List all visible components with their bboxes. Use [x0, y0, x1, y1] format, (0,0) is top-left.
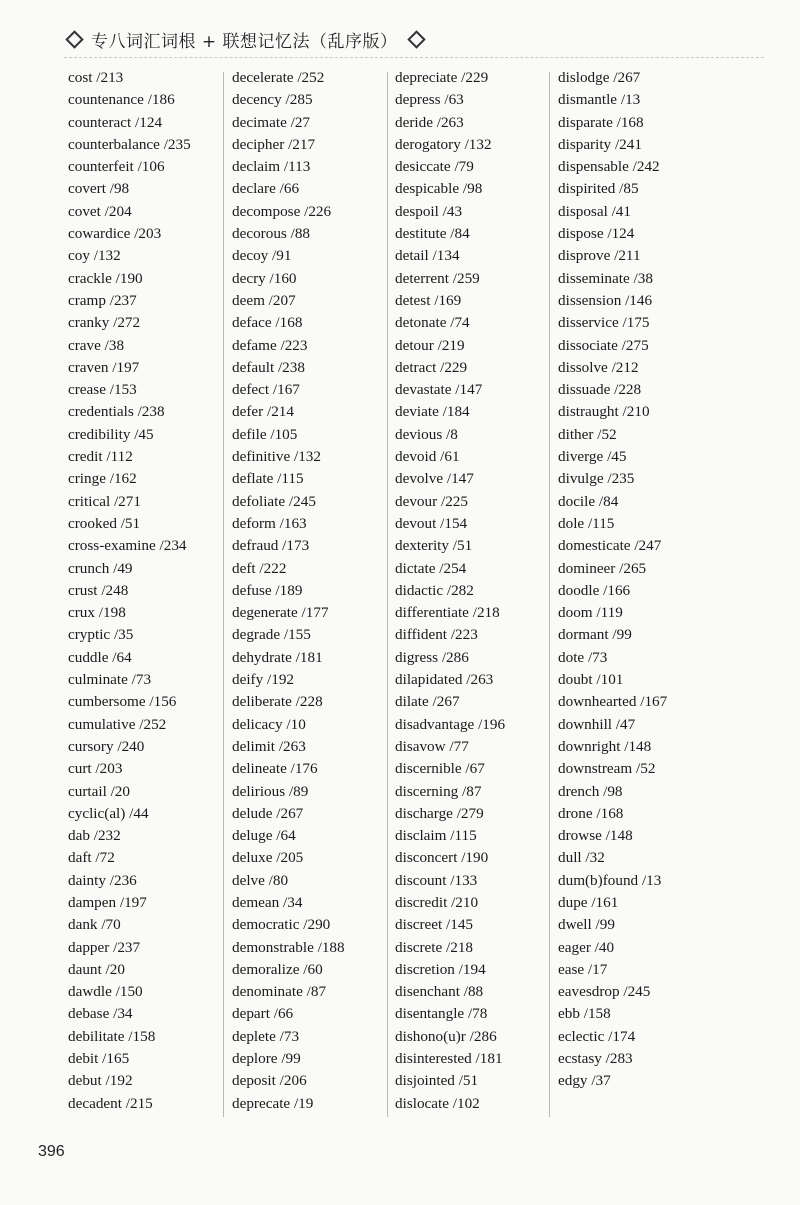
word-entry: edgy /37 — [558, 1072, 611, 1090]
word-entry: deviate /184 — [395, 403, 470, 421]
word-entry: dote /73 — [558, 648, 608, 666]
word-entry: defuse /189 — [232, 581, 303, 599]
page-header — [64, 22, 754, 56]
word-entry: disadvantage /196 — [395, 715, 506, 733]
word-entry: cramp /237 — [68, 291, 137, 309]
word-entry: dum(b)found /13 — [558, 871, 662, 889]
word-entry: credentials /238 — [68, 403, 165, 421]
word-entry: depreciate /229 — [395, 69, 489, 86]
word-entry: delicacy /10 — [232, 715, 306, 733]
word-entry: eavesdrop /245 — [558, 983, 651, 1001]
word-entry: detail /134 — [395, 247, 460, 265]
word-entry: dole /115 — [558, 514, 615, 532]
word-entry: denominate /87 — [232, 983, 327, 1001]
word-entry: decorous /88 — [232, 225, 311, 243]
word-entry: disconcert /190 — [395, 849, 489, 867]
word-entry: devour /225 — [395, 492, 468, 510]
word-entry: cryptic /35 — [68, 626, 134, 644]
word-entry: divulge /235 — [558, 470, 635, 488]
word-entry: covet /204 — [68, 202, 132, 220]
word-entry: demean /34 — [232, 893, 303, 911]
word-entry: deform /163 — [232, 514, 307, 532]
word-entry: culminate /73 — [68, 671, 152, 689]
word-entry: ease /17 — [558, 960, 608, 978]
word-entry: disinterested /181 — [395, 1050, 503, 1068]
word-entry: curt /203 — [68, 760, 123, 778]
word-entry: crave /38 — [68, 336, 125, 354]
word-entry: despoil /43 — [395, 202, 463, 220]
word-column-3 — [395, 67, 553, 1115]
word-entry: daunt /20 — [68, 960, 125, 978]
word-entry: diverge /45 — [558, 448, 627, 466]
word-entry: detour /219 — [395, 336, 465, 354]
word-entry: dishono(u)r /286 — [395, 1027, 497, 1045]
header-divider — [64, 57, 764, 58]
word-entry: drench /98 — [558, 782, 623, 800]
word-entry: discrete /218 — [395, 938, 474, 956]
word-entry: devoid /61 — [395, 448, 460, 466]
word-entry: delve /80 — [232, 871, 289, 889]
word-entry: decry /160 — [232, 269, 297, 287]
word-entry: dilapidated /263 — [395, 671, 494, 689]
word-entry: devious /8 — [395, 425, 458, 443]
word-entry: didactic /282 — [395, 581, 474, 599]
word-entry: dehydrate /181 — [232, 648, 323, 666]
word-entry: dissolve /212 — [558, 358, 639, 376]
word-entry: destitute /84 — [395, 225, 470, 243]
word-entry: decoy /91 — [232, 247, 292, 265]
word-entry: dwell /99 — [558, 916, 615, 934]
word-entry: dexterity /51 — [395, 537, 473, 555]
word-entry: dupe /161 — [558, 893, 619, 911]
word-entry: downhill /47 — [558, 715, 636, 733]
word-entry: discerning /87 — [395, 782, 482, 800]
word-entry: declaim /113 — [232, 158, 311, 176]
word-entry: countenance /186 — [68, 91, 175, 109]
diamond-icon — [407, 30, 425, 48]
word-entry: disavow /77 — [395, 737, 469, 755]
word-entry: dislodge /267 — [558, 69, 641, 86]
word-entry: demoralize /60 — [232, 960, 323, 978]
word-entry: deface /168 — [232, 314, 303, 332]
word-entry: default /238 — [232, 358, 305, 376]
word-entry: cursory /240 — [68, 737, 145, 755]
word-entry: credit /112 — [68, 448, 133, 466]
column-divider — [549, 72, 550, 1117]
word-entry: desiccate /79 — [395, 158, 474, 176]
word-entry: defoliate /245 — [232, 492, 316, 510]
word-entry: dispose /124 — [558, 225, 635, 243]
word-entry: domesticate /247 — [558, 537, 662, 555]
word-entry: deplete /73 — [232, 1027, 300, 1045]
word-entry: crackle /190 — [68, 269, 143, 287]
word-entry: discreet /145 — [395, 916, 474, 934]
word-entry: dissociate /275 — [558, 336, 649, 354]
word-entry: cost /213 — [68, 69, 124, 86]
word-entry: detonate /74 — [395, 314, 470, 332]
word-entry: doom /119 — [558, 604, 623, 622]
word-entry: dawdle /150 — [68, 983, 143, 1001]
word-entry: disclaim /115 — [395, 827, 477, 845]
word-entry: disenchant /88 — [395, 983, 484, 1001]
word-entry: despicable /98 — [395, 180, 483, 198]
word-entry: debut /192 — [68, 1072, 133, 1090]
word-column-1 — [68, 67, 226, 1115]
word-entry: disparate /168 — [558, 113, 644, 131]
word-entry: distraught /210 — [558, 403, 650, 421]
word-entry: drowse /148 — [558, 827, 633, 845]
word-entry: cringe /162 — [68, 470, 137, 488]
word-entry: counterbalance /235 — [68, 135, 191, 153]
word-entry: crust /248 — [68, 581, 129, 599]
word-entry: decelerate /252 — [232, 69, 325, 86]
word-entry: defect /167 — [232, 381, 300, 399]
diamond-icon — [65, 30, 83, 48]
word-entry: devastate /147 — [395, 381, 483, 399]
word-entry: dab /232 — [68, 827, 121, 845]
word-entry: debase /34 — [68, 1005, 133, 1023]
word-column-4 — [558, 67, 716, 1093]
word-entry: deposit /206 — [232, 1072, 307, 1090]
word-entry: disprove /211 — [558, 247, 641, 265]
word-entry: discernible /67 — [395, 760, 485, 778]
word-entry: dither /52 — [558, 425, 617, 443]
word-entry: defraud /173 — [232, 537, 310, 555]
word-entry: detest /169 — [395, 291, 462, 309]
word-entry: cumbersome /156 — [68, 693, 177, 711]
word-entry: ecstasy /283 — [558, 1050, 633, 1068]
word-entry: cyclic(al) /44 — [68, 804, 149, 822]
word-entry: deliberate /228 — [232, 693, 323, 711]
word-entry: disseminate /38 — [558, 269, 653, 287]
word-entry: decompose /226 — [232, 202, 332, 220]
word-entry: counteract /124 — [68, 113, 163, 131]
word-entry: critical /271 — [68, 492, 141, 510]
word-entry: defame /223 — [232, 336, 308, 354]
word-entry: disentangle /78 — [395, 1005, 488, 1023]
word-entry: cross-examine /234 — [68, 537, 187, 555]
word-entry: disservice /175 — [558, 314, 650, 332]
word-entry: eager /40 — [558, 938, 615, 956]
word-entry: deem /207 — [232, 291, 296, 309]
word-entry: degenerate /177 — [232, 604, 329, 622]
word-entry: degrade /155 — [232, 626, 311, 644]
word-entry: delineate /176 — [232, 760, 318, 778]
word-entry: disposal /41 — [558, 202, 631, 220]
word-entry: crooked /51 — [68, 514, 141, 532]
word-entry: dictate /254 — [395, 559, 467, 577]
word-entry: delimit /263 — [232, 737, 306, 755]
word-entry: detract /229 — [395, 358, 468, 376]
word-entry: drone /168 — [558, 804, 624, 822]
word-entry: ebb /158 — [558, 1005, 611, 1023]
word-entry: cranky /272 — [68, 314, 141, 332]
word-entry: dapper /237 — [68, 938, 141, 956]
word-entry: dispensable /242 — [558, 158, 660, 176]
word-entry: deify /192 — [232, 671, 295, 689]
word-entry: dilate /267 — [395, 693, 460, 711]
word-entry: decadent /215 — [68, 1094, 153, 1112]
header-title: 专八词汇词根 + 联想记忆法（乱序版） — [91, 31, 398, 52]
word-entry: discount /133 — [395, 871, 478, 889]
word-entry: defer /214 — [232, 403, 294, 421]
word-entry: deprecate /19 — [232, 1094, 314, 1112]
word-entry: dampen /197 — [68, 893, 147, 911]
word-entry: democratic /290 — [232, 916, 331, 934]
word-entry: downhearted /167 — [558, 693, 668, 711]
word-entry: cuddle /64 — [68, 648, 132, 666]
word-entry: dismantle /13 — [558, 91, 641, 109]
word-entry: disjointed /51 — [395, 1072, 479, 1090]
word-entry: deflate /115 — [232, 470, 304, 488]
word-entry: digress /286 — [395, 648, 469, 666]
word-entry: craven /197 — [68, 358, 140, 376]
word-entry: daft /72 — [68, 849, 115, 867]
word-entry: discretion /194 — [395, 960, 486, 978]
word-entry: deterrent /259 — [395, 269, 480, 287]
word-entry: domineer /265 — [558, 559, 647, 577]
word-entry: differentiate /218 — [395, 604, 500, 622]
word-entry: declare /66 — [232, 180, 300, 198]
word-entry: depress /63 — [395, 91, 464, 109]
word-entry: eclectic /174 — [558, 1027, 636, 1045]
page-number: 396 — [38, 1143, 65, 1160]
word-entry: deluxe /205 — [232, 849, 304, 867]
word-entry: crunch /49 — [68, 559, 133, 577]
word-entry: doubt /101 — [558, 671, 624, 689]
word-entry: deride /263 — [395, 113, 464, 131]
word-entry: dissension /146 — [558, 291, 653, 309]
word-entry: deluge /64 — [232, 827, 296, 845]
word-entry: counterfeit /106 — [68, 158, 165, 176]
word-entry: devout /154 — [395, 514, 468, 532]
word-entry: depart /66 — [232, 1005, 294, 1023]
word-entry: disparity /241 — [558, 135, 642, 153]
word-entry: covert /98 — [68, 180, 130, 198]
word-entry: dormant /99 — [558, 626, 632, 644]
column-divider — [223, 72, 224, 1117]
word-entry: deplore /99 — [232, 1050, 301, 1068]
word-entry: docile /84 — [558, 492, 619, 510]
word-entry: decimate /27 — [232, 113, 311, 131]
word-entry: dispirited /85 — [558, 180, 639, 198]
word-entry: debit /165 — [68, 1050, 130, 1068]
word-entry: crease /153 — [68, 381, 137, 399]
word-entry: dislocate /102 — [395, 1094, 480, 1112]
word-entry: downright /148 — [558, 737, 652, 755]
word-entry: definitive /132 — [232, 448, 321, 466]
word-entry: decency /285 — [232, 91, 313, 109]
word-entry: derogatory /132 — [395, 135, 492, 153]
word-entry: discredit /210 — [395, 893, 479, 911]
word-entry: doodle /166 — [558, 581, 631, 599]
word-entry: delude /267 — [232, 804, 304, 822]
word-entry: crux /198 — [68, 604, 126, 622]
word-entry: dissuade /228 — [558, 381, 642, 399]
word-entry: diffident /223 — [395, 626, 478, 644]
word-entry: discharge /279 — [395, 804, 484, 822]
column-divider — [387, 72, 388, 1117]
word-entry: decipher /217 — [232, 135, 316, 153]
word-entry: devolve /147 — [395, 470, 474, 488]
word-entry: credibility /45 — [68, 425, 154, 443]
word-column-2 — [232, 67, 390, 1115]
word-entry: downstream /52 — [558, 760, 656, 778]
word-entry: cumulative /252 — [68, 715, 167, 733]
word-entry: cowardice /203 — [68, 225, 162, 243]
word-entry: dull /32 — [558, 849, 605, 867]
word-entry: dank /70 — [68, 916, 121, 934]
word-entry: delirious /89 — [232, 782, 309, 800]
word-entry: defile /105 — [232, 425, 298, 443]
word-entry: curtail /20 — [68, 782, 130, 800]
word-entry: dainty /236 — [68, 871, 137, 889]
word-entry: deft /222 — [232, 559, 287, 577]
word-entry: coy /132 — [68, 247, 121, 265]
word-entry: demonstrable /188 — [232, 938, 345, 956]
word-entry: debilitate /158 — [68, 1027, 156, 1045]
